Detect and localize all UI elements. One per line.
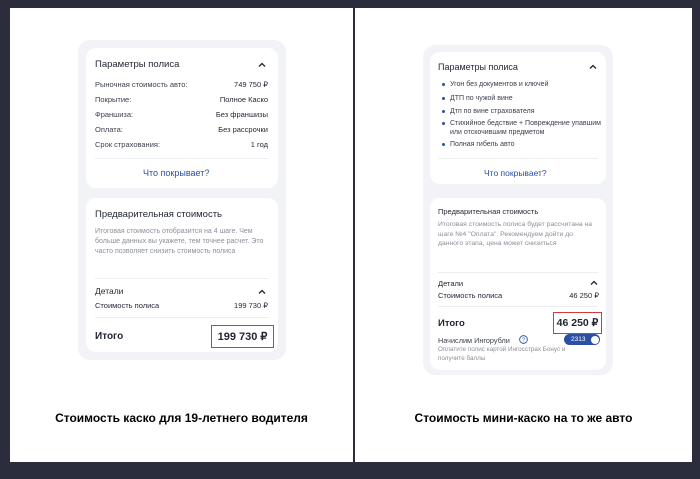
coverage-bullet-text: Полная гибель авто xyxy=(450,141,515,148)
chevron-up-icon[interactable] xyxy=(258,61,266,69)
left-total-label: Итого xyxy=(95,331,124,342)
left-details-label: Детали xyxy=(95,286,124,296)
coverage-bullet-text: Стихийное бедствие + Повреждение упавшим или отскочившим предметом xyxy=(450,120,601,136)
left-total-value: 199 730 ₽ xyxy=(211,325,274,348)
right-bonus-note: Оплатите полис картой Ингосстрах Бонус и получите баллы xyxy=(438,346,566,362)
bullet-dot-icon xyxy=(442,122,445,125)
center-divider xyxy=(353,8,355,462)
left-row-label: Срок страхования: xyxy=(95,140,161,149)
toggle-knob xyxy=(591,336,599,344)
coverage-bullet xyxy=(442,140,602,149)
right-bonus-label: Начислим Ингорубли xyxy=(438,336,510,345)
right-params-divider xyxy=(438,158,598,159)
coverage-bullet-text: Дтп по вине страхователя xyxy=(450,108,535,115)
left-params-title: Параметры полиса xyxy=(95,59,180,70)
right-coverage-link[interactable]: Что покрывает? xyxy=(484,168,547,178)
bullet-dot-icon xyxy=(442,83,445,86)
right-policy-cost-value: 46 250 ₽ xyxy=(569,291,599,300)
left-prelim-title: Предварительная стоимость xyxy=(95,209,223,220)
help-icon[interactable] xyxy=(519,335,528,344)
right-params-title: Параметры полиса xyxy=(438,62,518,72)
right-policy-cost-label: Стоимость полиса xyxy=(438,291,503,300)
coverage-bullet-text: Угон без документов и ключей xyxy=(450,81,549,88)
coverage-bullet xyxy=(442,80,602,89)
left-row-label: Рыночная стоимость авто: xyxy=(95,80,188,89)
left-row-value: 1 год xyxy=(250,140,268,149)
bullet-dot-icon xyxy=(442,143,445,146)
svg-text:?: ? xyxy=(521,337,526,344)
bullet-dot-icon xyxy=(442,110,445,113)
bonus-toggle[interactable] xyxy=(564,334,600,345)
right-total-divider xyxy=(438,306,598,307)
chevron-up-icon[interactable] xyxy=(590,279,598,287)
left-row-value: Без рассрочки xyxy=(218,125,268,134)
coverage-bullet-text: ДТП по чужой вине xyxy=(450,95,513,102)
chevron-up-icon[interactable] xyxy=(258,288,266,296)
right-prelim-text: Итоговая стоимость полиса будет рассчитана на шаге №4 "Оплата". Рекомендуем дойти до данного этапа, цена может снизиться xyxy=(438,221,593,247)
left-row-label: Франшиза: xyxy=(95,110,134,119)
left-row-value: Без франшизы xyxy=(215,110,268,119)
right-prelim-title: Предварительная стоимость xyxy=(438,207,539,216)
left-caption: Стоимость каско для 19-летнего водителя xyxy=(55,411,308,425)
right-prelim-divider xyxy=(438,272,598,273)
left-total-divider xyxy=(95,317,269,318)
left-policy-cost-value: 199 730 ₽ xyxy=(234,301,268,310)
right-total-value: 46 250 ₽ xyxy=(553,312,602,334)
bonus-value: 2313 xyxy=(571,335,586,343)
left-params-divider xyxy=(95,158,269,159)
coverage-bullet xyxy=(442,94,602,103)
coverage-bullet xyxy=(442,119,602,137)
left-row-value: 749 750 ₽ xyxy=(234,80,268,89)
left-coverage-link[interactable]: Что покрывает? xyxy=(143,168,210,178)
right-details-label: Детали xyxy=(438,279,464,288)
left-row-label: Оплата: xyxy=(95,125,123,134)
right-total-label: Итого xyxy=(438,318,465,329)
chevron-up-icon[interactable] xyxy=(589,63,597,71)
bullet-dot-icon xyxy=(442,97,445,100)
left-row-value: Полное Каско xyxy=(219,95,268,104)
right-caption: Стоимость мини-каско на то же авто xyxy=(414,411,633,425)
left-prelim-divider xyxy=(95,278,269,279)
left-prelim-text: Итоговая стоимость отобразится на 4 шаге. Чем больше данных вы укажете, тем точнее расчет. Это часто позволяет снизить стоимость полиса xyxy=(95,228,264,255)
left-policy-cost-label: Стоимость полиса xyxy=(95,301,160,310)
coverage-bullet xyxy=(442,107,602,116)
left-row-label: Покрытие: xyxy=(95,95,132,104)
